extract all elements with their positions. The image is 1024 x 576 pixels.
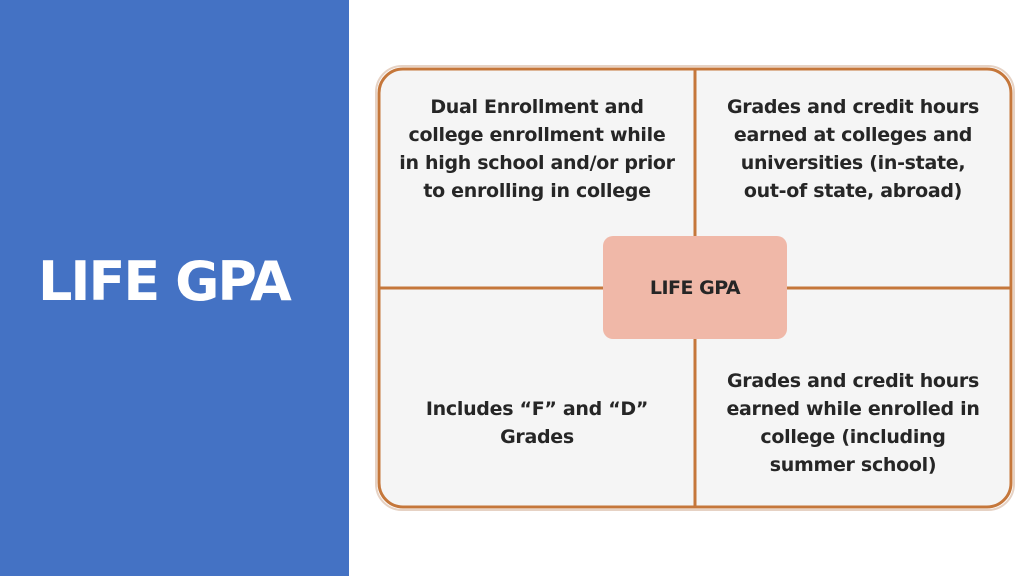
quadrant-bottom-right-text: [703, 367, 1003, 479]
quadrant-line: to enrolling in college: [423, 180, 651, 202]
quadrant-line: in high school and/or prior: [399, 152, 675, 174]
center-box: [603, 236, 787, 339]
quadrant-line: college (including: [760, 426, 946, 448]
quadrant-bottom-left-text: [387, 395, 687, 451]
slide-title: LIFE GPA: [38, 250, 290, 313]
quadrant-line: earned while enrolled in: [726, 398, 980, 420]
quadrant-top-right-text: [703, 93, 1003, 205]
quadrant-line: Dual Enrollment and: [430, 96, 644, 118]
quadrant-line: college enrollment while: [408, 124, 666, 146]
side-panel: [0, 0, 349, 576]
quadrant-line: Includes “F” and “D”: [425, 398, 649, 420]
quadrant-line: universities (in-state,: [740, 152, 966, 174]
center-label: LIFE GPA: [649, 276, 741, 299]
quadrant-line: Grades and credit hours: [727, 370, 979, 392]
quadrant-line: earned at colleges and: [733, 124, 973, 146]
quadrant-line: summer school): [769, 454, 937, 476]
quadrant-top-left-text: [387, 93, 687, 205]
quadrant-line: Grades: [500, 426, 574, 448]
quadrant-line: Grades and credit hours: [727, 96, 979, 118]
quadrant-line: out-of state, abroad): [743, 180, 963, 202]
quadrant-matrix: [375, 65, 1015, 511]
